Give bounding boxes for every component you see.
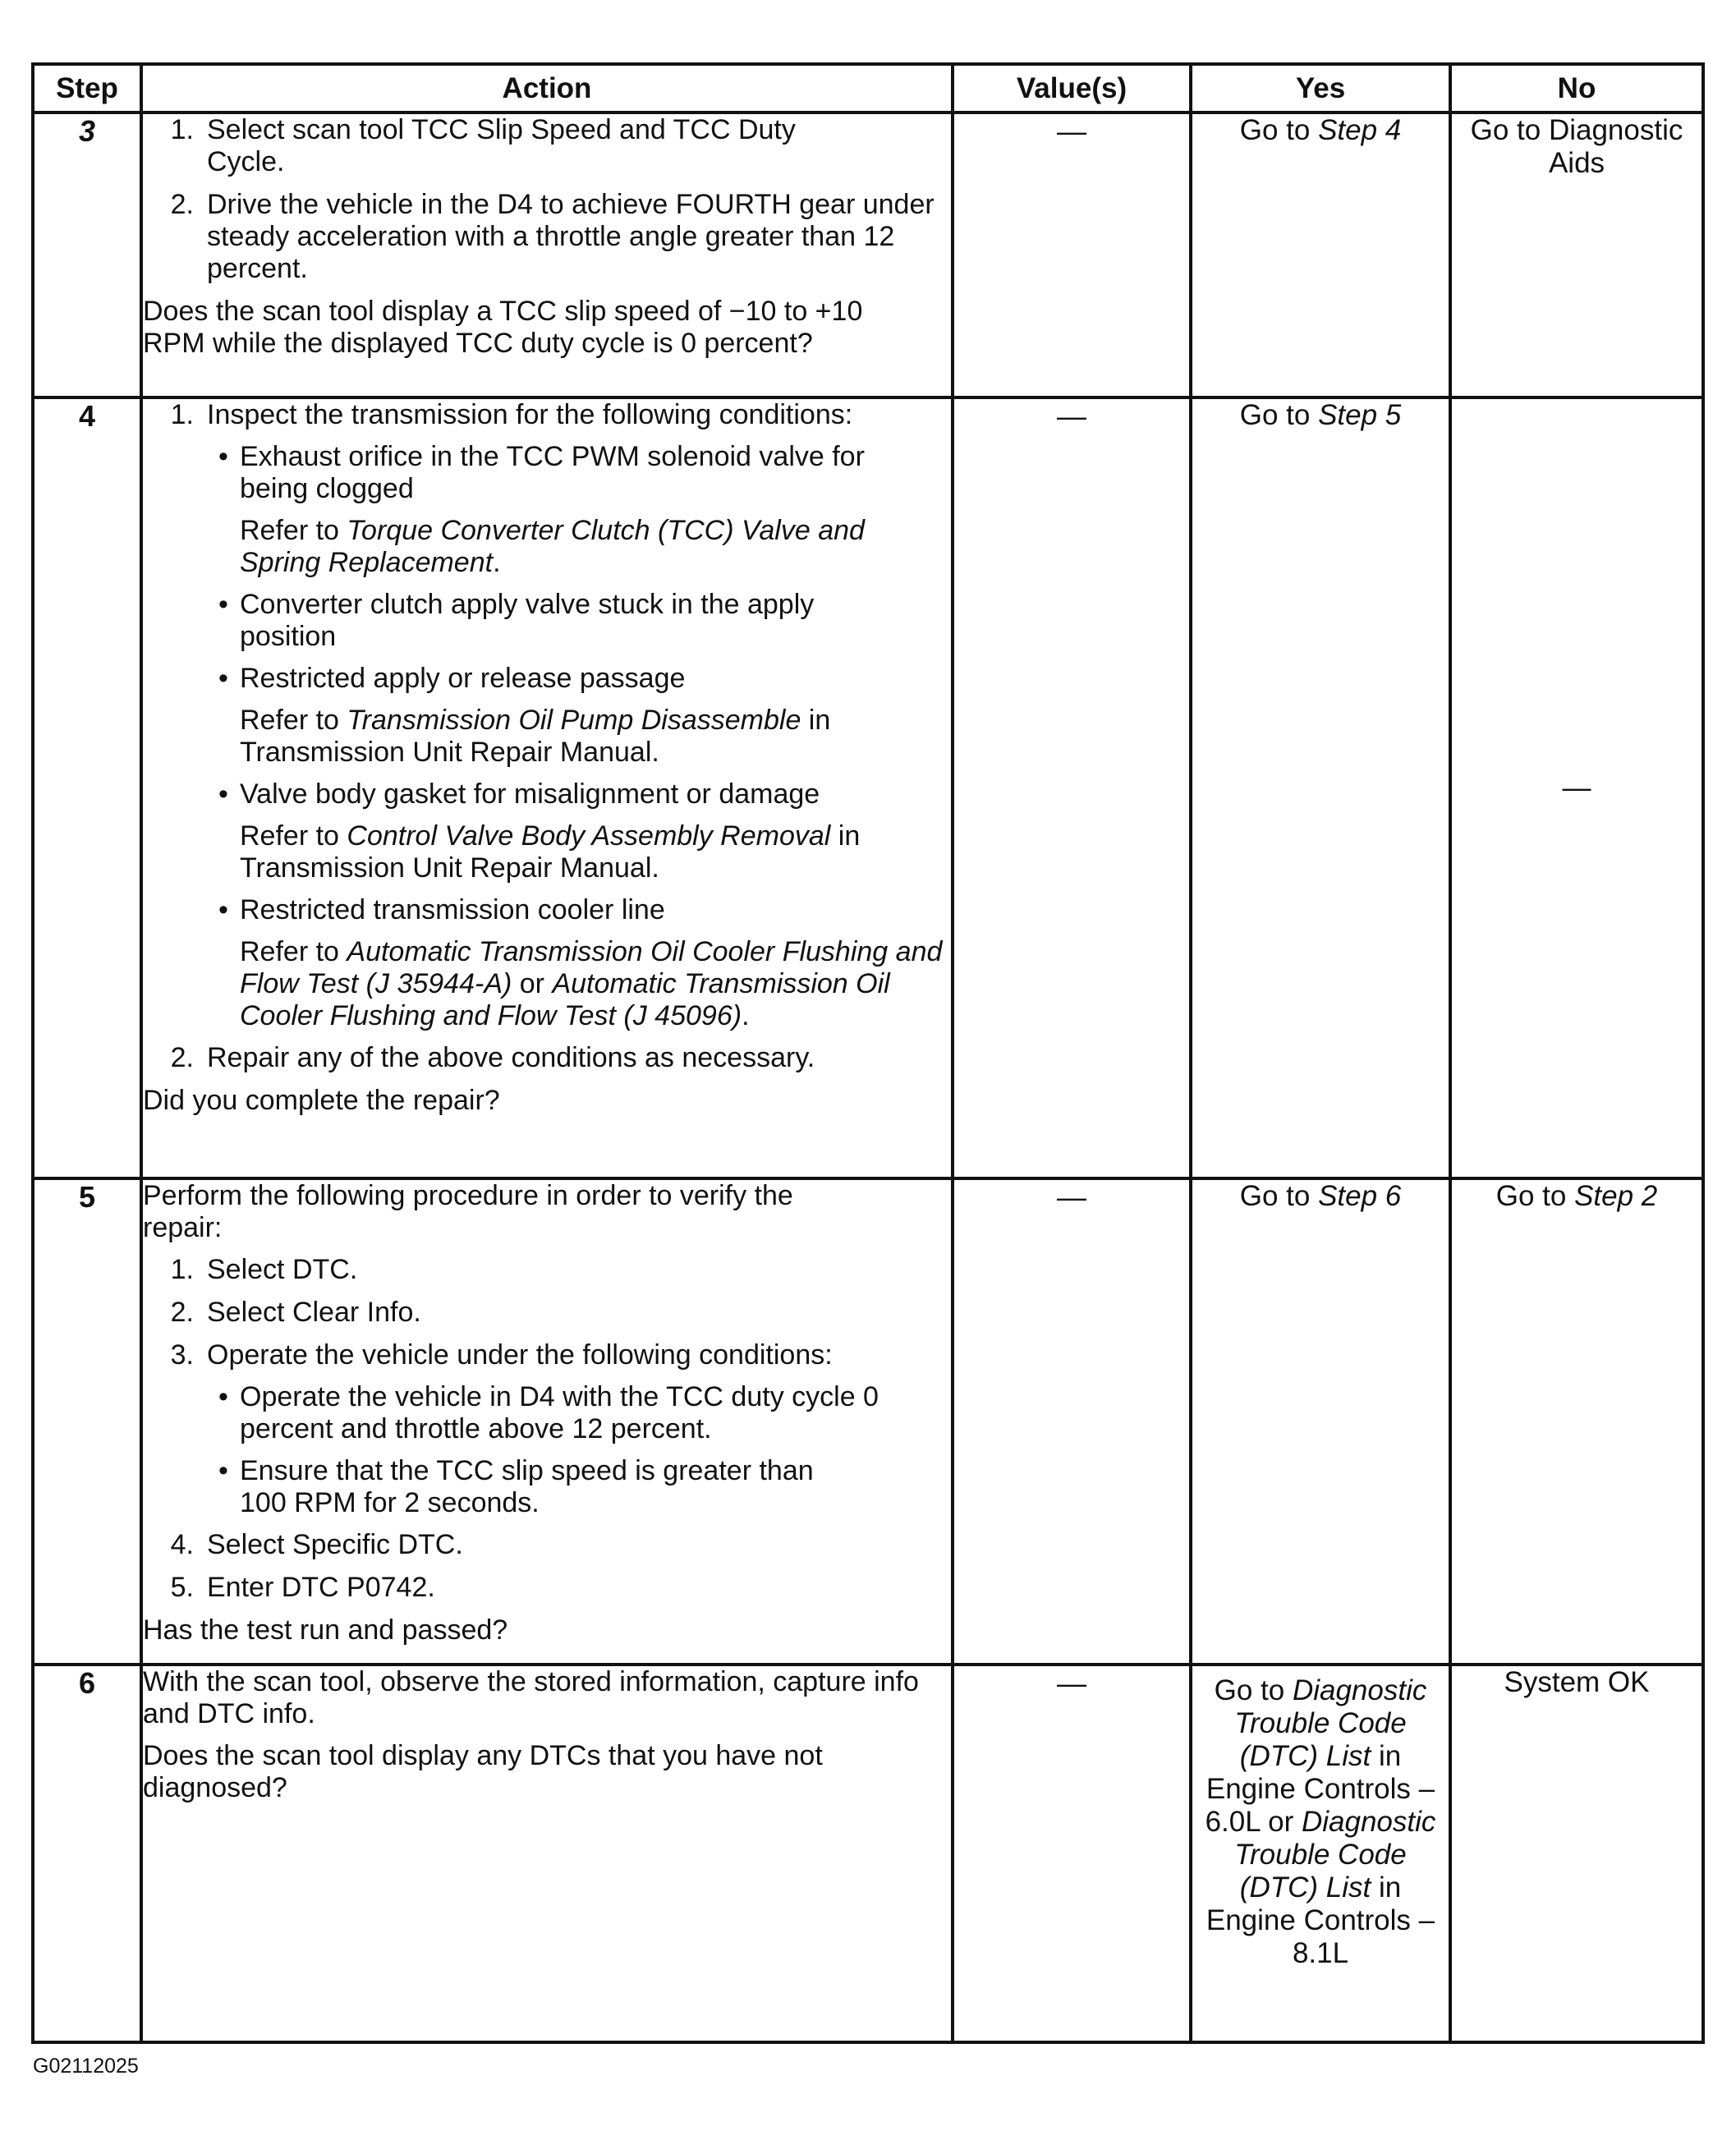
- header-values: Value(s): [953, 64, 1191, 113]
- bullet-icon: •: [218, 441, 228, 472]
- figure-id: G02112025: [33, 2055, 139, 2078]
- header-no: No: [1450, 64, 1703, 113]
- header-action: Action: [141, 64, 953, 113]
- list-number: 1.: [170, 1254, 194, 1285]
- yes-cell: [1191, 397, 1450, 1178]
- bullet-item: [207, 894, 951, 1032]
- header-yes: Yes: [1191, 64, 1450, 113]
- yes-mid-text: in Engine Controls – 8.1L: [1206, 1871, 1435, 1969]
- yes-cell: [1191, 1665, 1450, 2042]
- header-step: Step: [33, 64, 141, 113]
- bullet-text: Converter clutch apply valve stuck in the apply position: [240, 589, 815, 652]
- table-row-step-3: [33, 113, 1703, 397]
- action-cell: [141, 1665, 953, 2042]
- list-number: 2.: [170, 1297, 194, 1328]
- list-number: 4.: [170, 1529, 194, 1560]
- bullet-list: [143, 1381, 951, 1519]
- bullet-text: Valve body gasket for misalignment or damage: [240, 778, 820, 810]
- table-row-step-5: [33, 1178, 1703, 1665]
- list-item: [143, 114, 951, 178]
- no-cell: [1450, 1178, 1703, 1665]
- bullet-icon: •: [218, 1455, 228, 1486]
- yes-step-link[interactable]: Step 4: [1318, 114, 1402, 146]
- no-text: Go to Diagnostic Aids: [1470, 114, 1683, 179]
- refer-text: Refer to Transmission Oil Pump Disassemble in Transmission Unit Repair Manual.: [240, 705, 831, 768]
- bullet-item: [207, 778, 951, 884]
- refer-link[interactable]: Control Valve Body Assembly Removal: [347, 820, 831, 852]
- bullet-text: Restricted apply or release passage: [240, 663, 686, 694]
- list-item: [143, 1254, 951, 1286]
- list-item: [143, 1042, 951, 1074]
- bullet-icon: •: [218, 894, 228, 925]
- bullet-text: Ensure that the TCC slip speed is greater than 100 RPM for 2 seconds.: [240, 1455, 814, 1518]
- question-text: Has the test run and passed?: [143, 1614, 508, 1646]
- list-item: [143, 1529, 951, 1561]
- no-prefix: Go to: [1495, 1180, 1575, 1212]
- list-text: Select Clear Info.: [207, 1297, 421, 1328]
- step-number: 5: [33, 1178, 141, 1665]
- no-cell: System OK: [1450, 1665, 1703, 2042]
- yes-prefix: Go to: [1239, 1180, 1319, 1212]
- yes-step-link[interactable]: Step 6: [1318, 1180, 1402, 1212]
- no-cell: —: [1450, 397, 1703, 1178]
- refer-text: Refer to Torque Converter Clutch (TCC) Valve and Spring Replacement.: [240, 515, 865, 578]
- list-item: [143, 1339, 951, 1371]
- list-text: Operate the vehicle under the following conditions:: [207, 1339, 833, 1371]
- intro-text: Perform the following procedure in order to verify the repair:: [143, 1180, 793, 1243]
- list-number: 2.: [170, 189, 194, 220]
- no-cell: [1450, 113, 1703, 397]
- list-number: 5.: [170, 1572, 194, 1603]
- yes-prefix: Go to: [1214, 1674, 1293, 1706]
- refer-text: Refer to Control Valve Body Assembly Removal in Transmission Unit Repair Manual.: [240, 820, 861, 884]
- header-row: [33, 64, 1703, 113]
- intro-text: With the scan tool, observe the stored information, capture info and DTC info.: [143, 1666, 919, 1729]
- refer-text: Refer to Automatic Transmission Oil Cooler Flushing and Flow Test (J 35944-A) or Automatic Transmission Oil Cooler Flushing and Flow Test (J 45096).: [240, 936, 943, 1031]
- diagnostic-table: [31, 62, 1705, 2044]
- refer-link[interactable]: Torque Converter Clutch (TCC) Valve and Spring Replacement: [240, 515, 865, 578]
- list-number: 3.: [170, 1339, 194, 1371]
- table-row-step-6: [33, 1665, 1703, 2042]
- bullet-icon: •: [218, 778, 228, 810]
- yes-dtc-list-link[interactable]: Diagnostic Trouble Code (DTC) List: [1234, 1674, 1427, 1772]
- list-text: Enter DTC P0742.: [207, 1572, 435, 1603]
- action-cell: [141, 397, 953, 1178]
- question-text: Does the scan tool display any DTCs that you have not diagnosed?: [143, 1740, 823, 1803]
- step-number: 4: [33, 397, 141, 1178]
- bullet-item: [207, 1455, 951, 1519]
- bullet-text: Exhaust orifice in the TCC PWM solenoid valve for being clogged: [240, 441, 865, 504]
- action-cell: [141, 113, 953, 397]
- bullet-list: [143, 441, 951, 1032]
- action-cell: [141, 1178, 953, 1665]
- bullet-text: Operate the vehicle in D4 with the TCC duty cycle 0 percent and throttle above 12 percent.: [240, 1381, 879, 1444]
- step-number: 3: [33, 113, 141, 397]
- bullet-item: [207, 663, 951, 769]
- bullet-item: [207, 1381, 951, 1445]
- refer-link[interactable]: Automatic Transmission Oil Cooler Flushing and Flow Test (J 35944-A): [240, 936, 943, 999]
- yes-cell: [1191, 113, 1450, 397]
- list-item: [143, 189, 951, 285]
- bullet-icon: •: [218, 1381, 228, 1412]
- refer-link[interactable]: Automatic Transmission Oil Cooler Flushing and Flow Test (J 45096): [240, 968, 890, 1031]
- value-cell: —: [953, 1665, 1191, 2042]
- no-step-link[interactable]: Step 2: [1574, 1180, 1658, 1212]
- question-text: Does the scan tool display a TCC slip speed of −10 to +10 RPM while the displayed TCC duty cycle is 0 percent?: [143, 296, 863, 359]
- table-row-step-4: [33, 397, 1703, 1178]
- yes-dtc-list-link[interactable]: Diagnostic Trouble Code (DTC) List: [1234, 1806, 1436, 1903]
- list-item: [143, 399, 951, 431]
- value-cell: —: [953, 113, 1191, 397]
- list-number: 2.: [170, 1042, 194, 1073]
- bullet-item: [207, 441, 951, 579]
- yes-prefix: Go to: [1239, 114, 1319, 146]
- value-cell: —: [953, 397, 1191, 1178]
- list-text: Repair any of the above conditions as necessary.: [207, 1042, 815, 1073]
- yes-prefix: Go to: [1239, 399, 1319, 431]
- yes-mid-text: in Engine Controls – 6.0L or: [1205, 1740, 1435, 1838]
- bullet-icon: •: [218, 663, 228, 694]
- refer-link[interactable]: Transmission Oil Pump Disassemble: [347, 705, 801, 736]
- yes-step-link[interactable]: Step 5: [1318, 399, 1402, 431]
- bullet-icon: •: [218, 589, 228, 620]
- list-item: [143, 1572, 951, 1604]
- list-item: [143, 1297, 951, 1329]
- bullet-item: [207, 589, 951, 653]
- step-number: 6: [33, 1665, 141, 2042]
- list-number: 1.: [170, 399, 194, 430]
- list-text: Inspect the transmission for the following conditions:: [207, 399, 853, 430]
- question-text: Did you complete the repair?: [143, 1085, 500, 1116]
- list-number: 1.: [170, 114, 194, 145]
- bullet-text: Restricted transmission cooler line: [240, 894, 665, 925]
- list-text: Drive the vehicle in the D4 to achieve FOURTH gear under steady acceleration with a throttle angle greater than 12 percent.: [207, 189, 935, 284]
- list-text: Select DTC.: [207, 1254, 358, 1285]
- yes-cell: [1191, 1178, 1450, 1665]
- list-text: Select Specific DTC.: [207, 1529, 463, 1560]
- value-cell: —: [953, 1178, 1191, 1665]
- list-text: Select scan tool TCC Slip Speed and TCC Duty Cycle.: [207, 114, 796, 177]
